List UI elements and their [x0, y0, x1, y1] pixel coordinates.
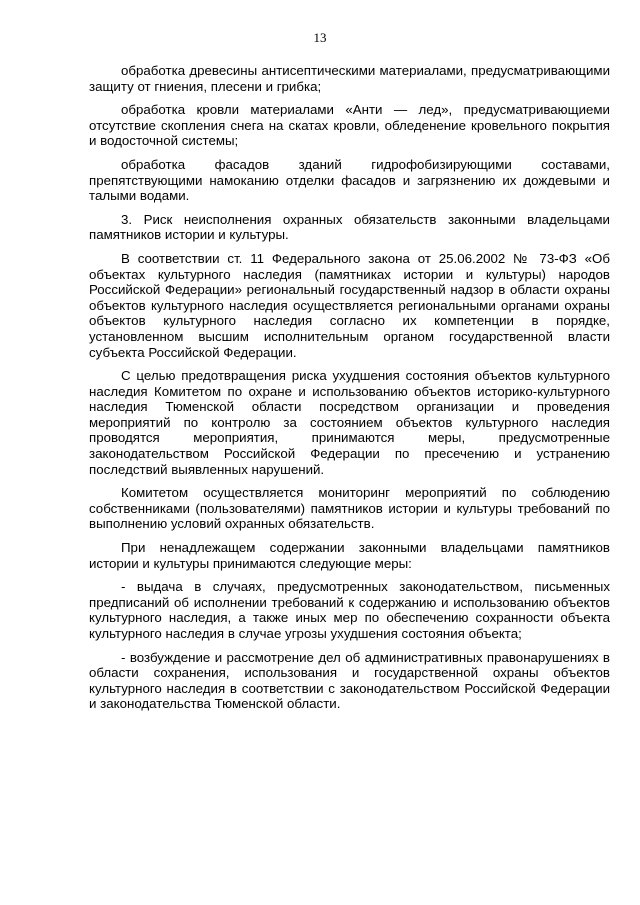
- paragraph-roof-treatment: обработка кровли материалами «Анти — лед», предусматривающиеми отсутствие скопления снега на скатах кровли, обледенение кровельного покрытия и водосточной системы;: [89, 102, 610, 149]
- page-number: 13: [313, 30, 327, 45]
- paragraph-wood-treatment: обработка древесины антисептическими материалами, предусматривающими защиту от гниения, плесени и грибка;: [89, 63, 610, 94]
- paragraph-risk-prevention: С целью предотвращения риска ухудшения состояния объектов культурного наследия Комитетом по охране и использованию объектов историко-культурного наследия Тюменской области посредством организации и проведения мероприятий по контролю за состоянием объектов культурного наследия проводятся мероприятия, принимаются меры, предусмотренные законодательством Российской Федерации по пресечению и устранению последствий выявленных нарушений.: [89, 368, 610, 477]
- paragraph-measures-intro: При ненадлежащем содержании законными владельцами памятников истории и культуры принимаются следующие меры:: [89, 540, 610, 571]
- paragraph-monitoring: Комитетом осуществляется мониторинг мероприятий по соблюдению собственниками (пользователями) памятников истории и культуры требований по выполнению условий охранных обязательств.: [89, 485, 610, 532]
- paragraph-facade-treatment: обработка фасадов зданий гидрофобизирующими составами, препятствующими намоканию отделки фасадов и загрязнению их дождевыми и талыми водами.: [89, 156, 610, 204]
- paragraph-measure-proceedings: - возбуждение и рассмотрение дел об административных правонарушениях в области сохранения, использования и государственной охраны объектов культурного наследия в соответствии с законодательством Российской Федерации и законодательства Тюменской области.: [89, 649, 610, 712]
- paragraph-measure-orders: - выдача в случаях, предусмотренных законодательством, письменных предписаний об исполнении требований к содержанию и использованию объектов культурного наследия, а также иных мер по обеспечению сохранности объекта культурного наследия в случае угрозы ухудшения состояния объекта;: [89, 579, 610, 641]
- document-body: [89, 63, 610, 720]
- paragraph-federal-law: В соответствии ст. 11 Федерального закона от 25.06.2002 № 73-ФЗ «Об объектах культурного наследия (памятниках истории и культуры) народов Российской Федерации» региональный государственный надзор в области охраны объектов культурного наследия осуществляется региональными органами охраны объектов культурного наследия согласно их компетенции в порядке, установленном высшим исполнительным органом государственной власти субъекта Российской Федерации.: [89, 250, 610, 360]
- paragraph-risk-3: 3. Риск неисполнения охранных обязательств законными владельцами памятников истории и культуры.: [89, 211, 610, 243]
